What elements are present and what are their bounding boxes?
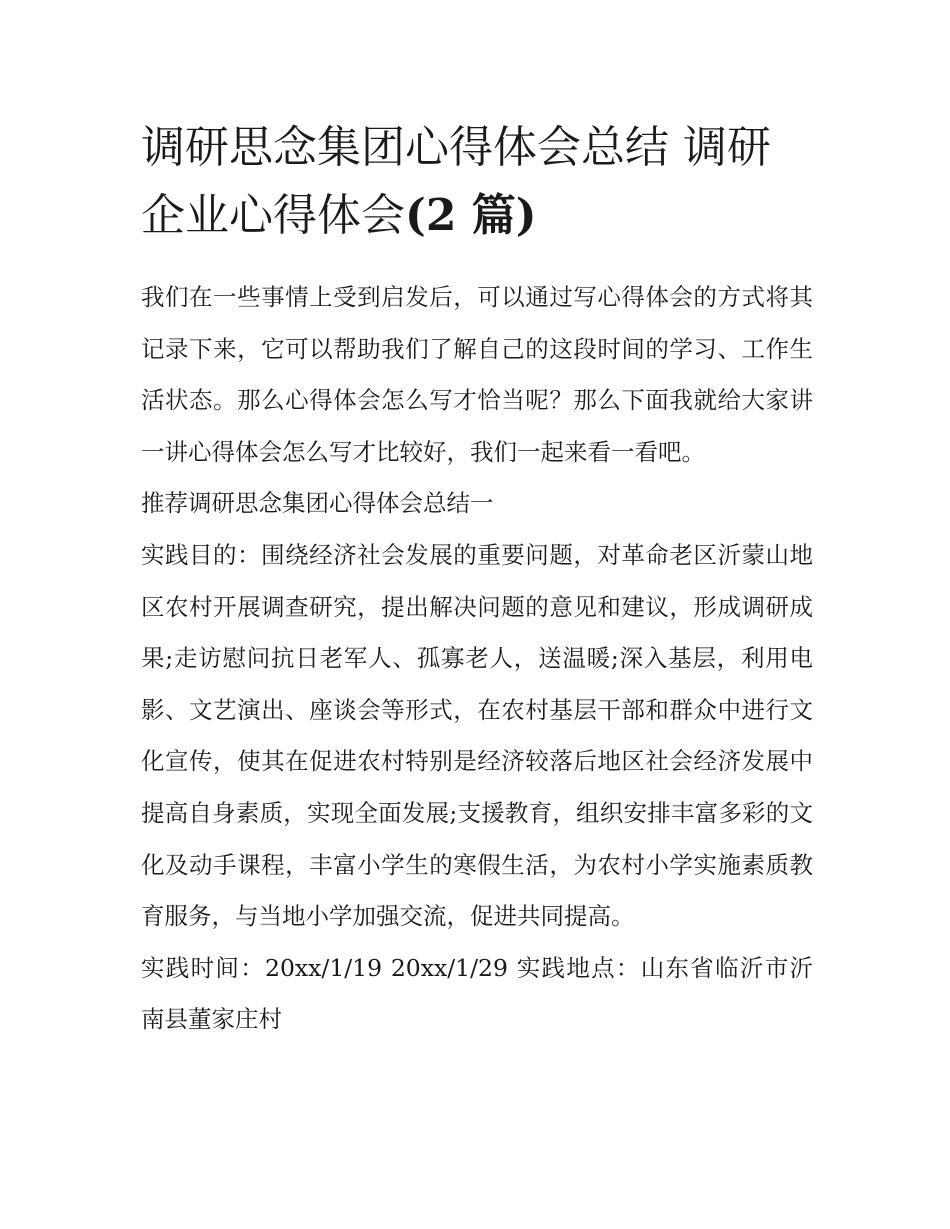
document-page	[141, 114, 813, 1046]
document-title	[141, 114, 813, 250]
intro-paragraph: 我们在一些事情上受到启发后，可以通过写心得体会的方式将其记录下来，它可以帮助我们了解自己的这段时间的学习、工作生活状态。那么心得体会怎么写才恰当呢？那么下面我就给大家讲一讲心得体会怎么写才比较好，我们一起来看一看吧。	[141, 283, 813, 466]
document-title-suffix: (2 篇)	[405, 190, 537, 241]
section-heading: 推荐调研思念集团心得体会总结一	[141, 489, 494, 518]
practice-purpose-paragraph: 实践目的：围绕经济社会发展的重要问题，对革命老区沂蒙山地区农村开展调查研究，提出解决问题的意见和建议，形成调研成果;走访慰问抗日老军人、孤寡老人，送温暖;深入基层，利用电影、文艺演出、座谈会等形式，在农村基层干部和群众中进行文化宣传，使其在促进农村特别是经济较落后地区社会经济发展中提高自身素质，实现全面发展;支援教育，组织安排丰富多彩的文化及动手课程，丰富小学生的寒假生活，为农村小学实施素质教育服务，与当地小学加强交流，促进共同提高。	[141, 540, 813, 931]
practice-time-location-paragraph: 实践时间：20xx/1/19 20xx/1/29 实践地点：山东省临沂市沂南县董家庄村	[141, 953, 813, 1034]
document-title-text: 调研思念集团心得体会总结 调研企业心得体会	[141, 122, 771, 241]
